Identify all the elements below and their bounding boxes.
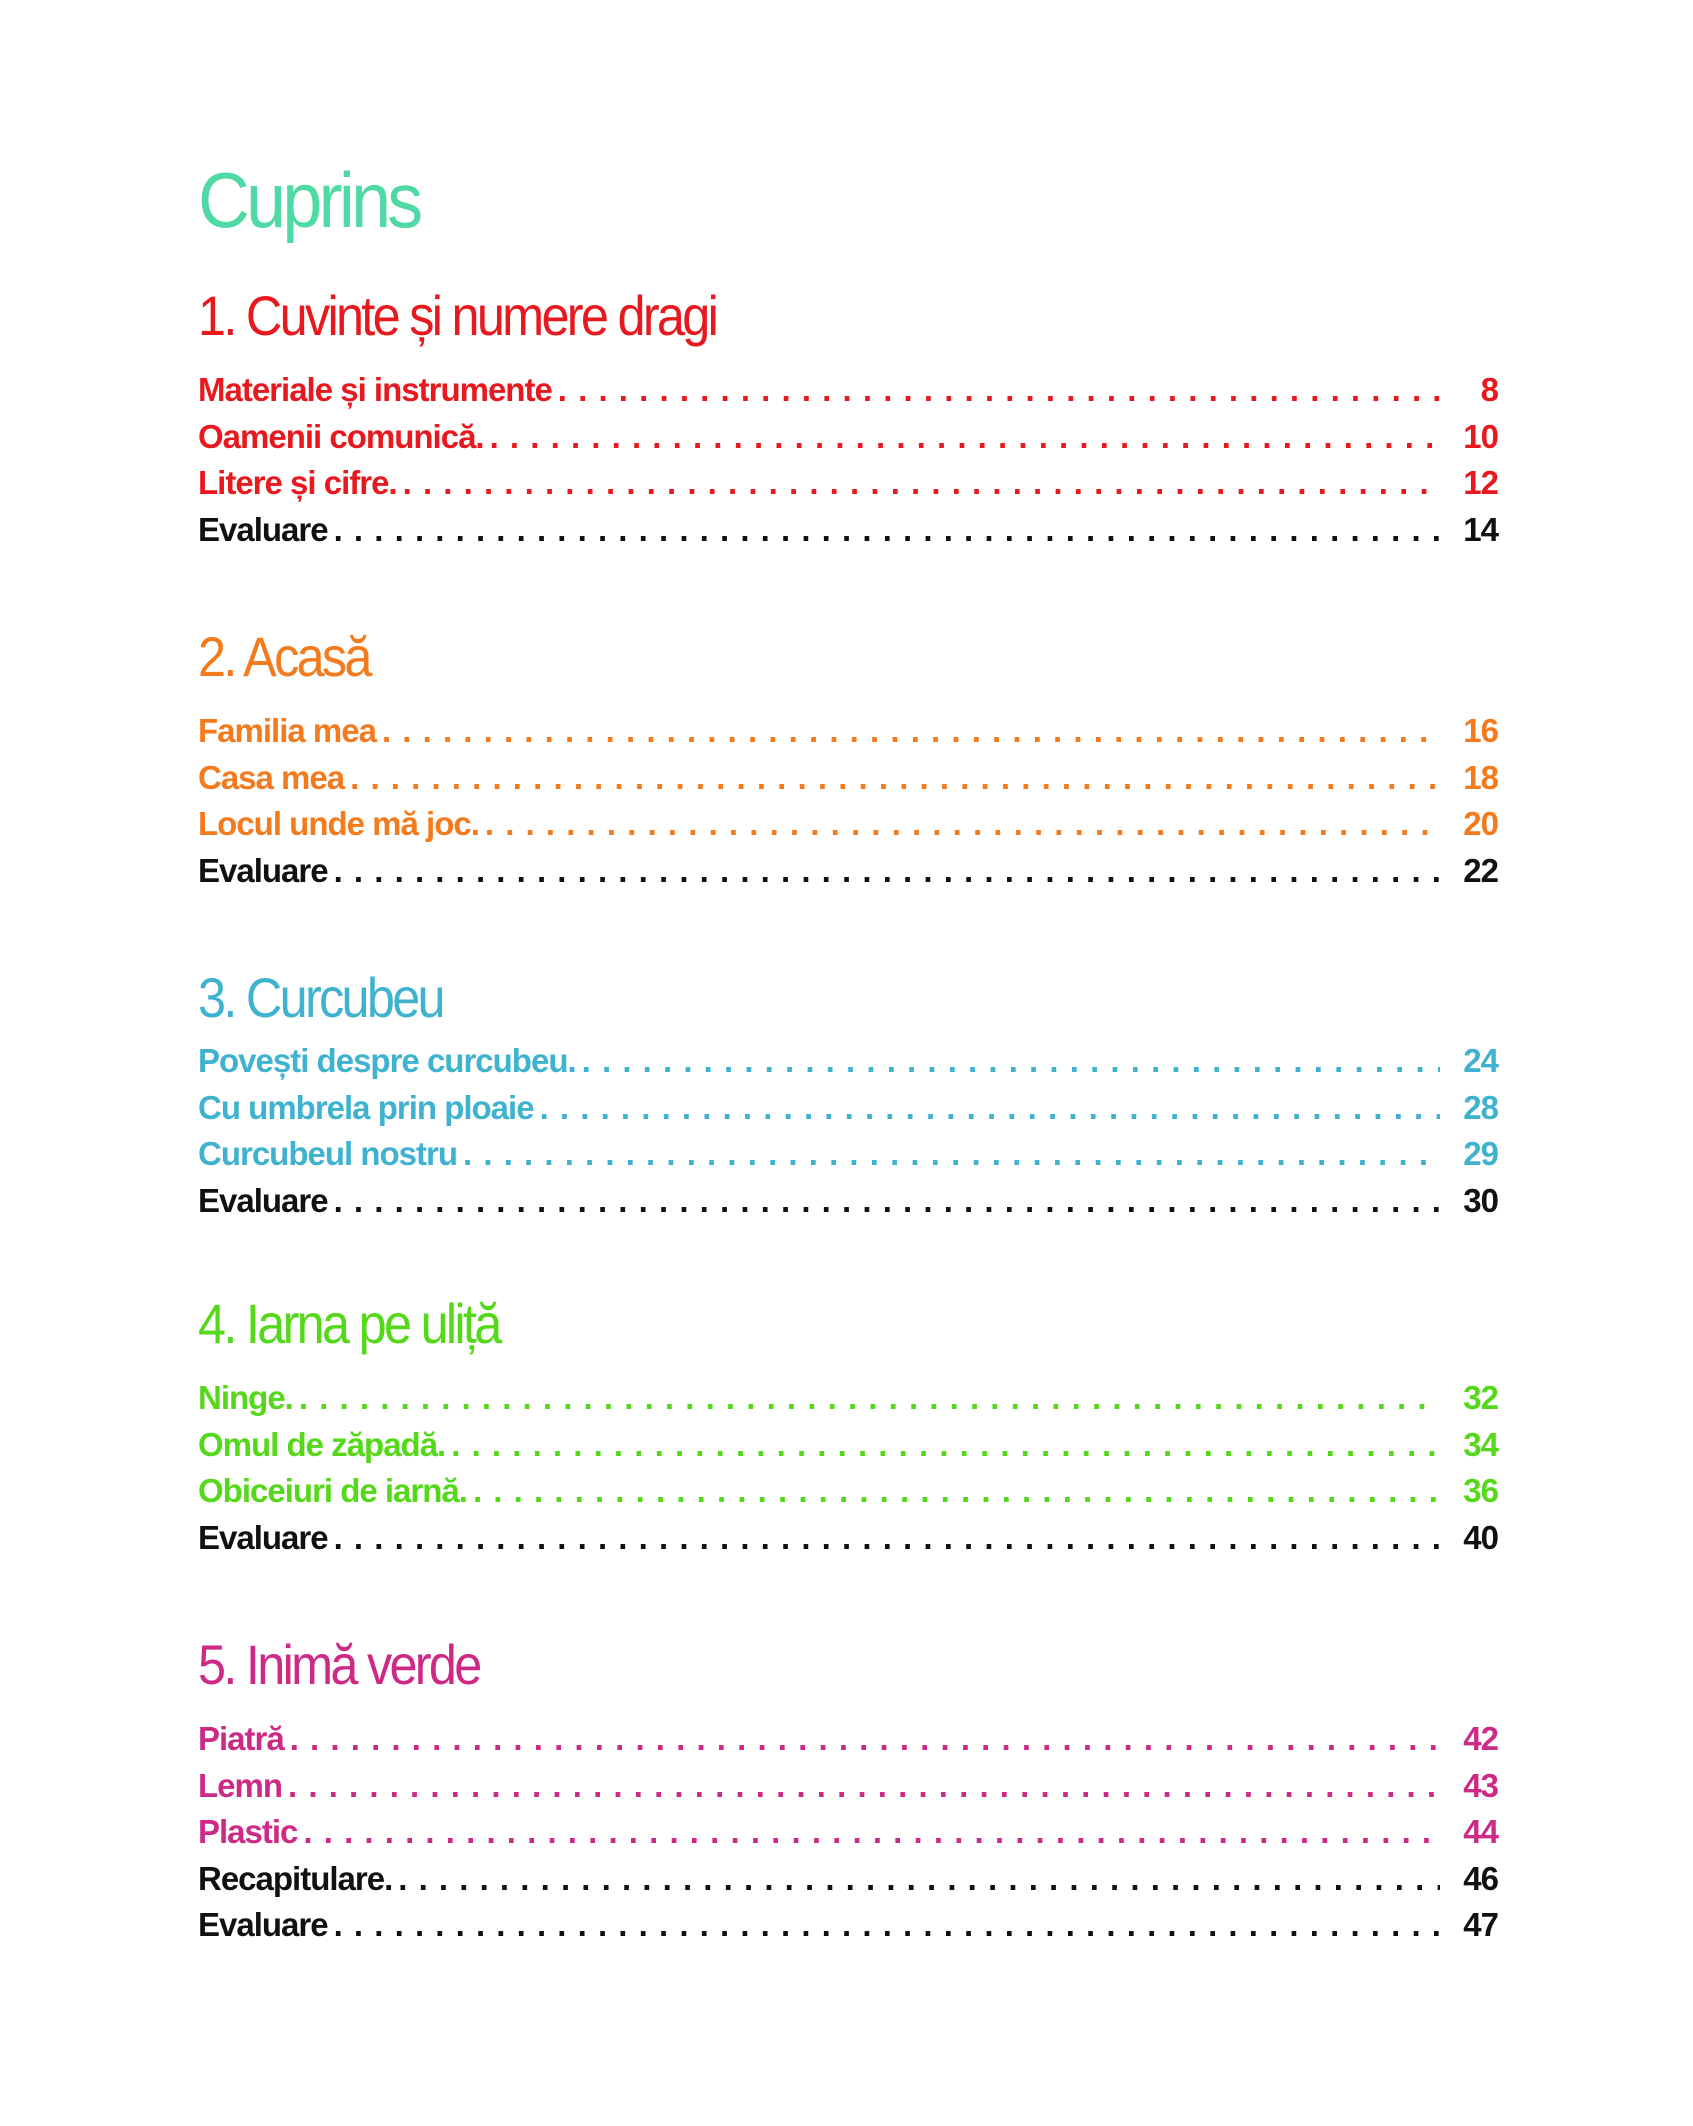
dot-leader (290, 1716, 1440, 1763)
dot-leader (334, 1178, 1440, 1225)
entry-label: Familia mea (198, 712, 376, 749)
toc-entry-evaluation[interactable] (198, 507, 1498, 554)
entry-page-number: 29 (1463, 1135, 1498, 1172)
toc-entry[interactable] (198, 414, 1498, 461)
dot-leader (403, 460, 1440, 507)
entry-page-number: 46 (1463, 1859, 1498, 1897)
entry-page-number: 22 (1463, 851, 1498, 889)
entry-list (198, 708, 1498, 894)
dot-leader (382, 708, 1440, 755)
toc-entry[interactable] (198, 367, 1498, 414)
toc-entry[interactable] (198, 1422, 1498, 1469)
entry-label: Omul de zăpadă. (198, 1425, 446, 1463)
entry-label: Evaluare (198, 1181, 328, 1219)
entry-label: Evaluare (198, 1906, 328, 1943)
toc-entry-evaluation[interactable] (198, 1902, 1498, 1949)
dot-leader (334, 1515, 1440, 1562)
entry-label: Ninge. (198, 1379, 293, 1416)
entry-list (198, 1716, 1498, 1949)
entry-label: Obiceiuri de iarnă. (198, 1472, 467, 1509)
toc-entry[interactable] (198, 1763, 1498, 1810)
dot-leader (540, 1085, 1440, 1132)
toc-entry-evaluation[interactable] (198, 848, 1498, 895)
entry-page-number: 36 (1463, 1472, 1498, 1509)
entry-label: Locul unde mă joc. (198, 805, 479, 842)
entry-page-number: 32 (1463, 1379, 1498, 1416)
entry-page-number: 28 (1463, 1088, 1498, 1126)
entry-label: Litere și cifre. (198, 464, 397, 501)
entry-label: Cu umbrela prin ploaie (198, 1088, 534, 1126)
entry-label: Lemn (198, 1766, 283, 1804)
entry-page-number: 24 (1463, 1042, 1498, 1079)
entry-label: Plastic (198, 1813, 298, 1850)
dot-leader (334, 848, 1440, 895)
entry-list (198, 367, 1498, 553)
toc-entry[interactable] (198, 1716, 1498, 1763)
entry-page-number: 12 (1463, 464, 1498, 501)
dot-leader (463, 1131, 1440, 1178)
section-2 (198, 617, 1498, 894)
entry-label: Oamenii comunică. (198, 417, 484, 455)
dot-leader (350, 755, 1440, 802)
toc-entry[interactable] (198, 1809, 1498, 1856)
entry-list (198, 1375, 1498, 1561)
dot-leader (473, 1468, 1440, 1515)
section-heading: 5. Inimă verde (198, 1633, 480, 1696)
dot-leader (582, 1038, 1440, 1085)
entry-page-number: 10 (1463, 417, 1498, 455)
section-heading: 2. Acasă (198, 625, 370, 688)
toc-entry-evaluation[interactable] (198, 1178, 1498, 1225)
section-1 (198, 276, 1498, 553)
section-4 (198, 1284, 1498, 1561)
page-title: Cuprins (198, 156, 420, 244)
toc-entry[interactable] (198, 1375, 1498, 1422)
toc-entry[interactable] (198, 708, 1498, 755)
entry-label: Povești despre curcubeu. (198, 1042, 576, 1079)
entry-page-number: 34 (1463, 1425, 1498, 1463)
entry-page-number: 18 (1463, 758, 1498, 796)
dot-leader (558, 367, 1440, 414)
dot-leader (398, 1856, 1440, 1903)
entry-page-number: 14 (1463, 510, 1498, 548)
section-5 (198, 1625, 1498, 1949)
dot-leader (490, 414, 1440, 461)
entry-page-number: 20 (1463, 805, 1498, 842)
entry-page-number: 47 (1463, 1906, 1498, 1943)
entry-label: Piatră (198, 1720, 284, 1757)
entry-label: Casa mea (198, 758, 345, 796)
entry-page-number: 40 (1463, 1518, 1498, 1556)
dot-leader (485, 801, 1440, 848)
table-of-contents (198, 150, 1498, 1943)
entry-page-number: 42 (1463, 1720, 1498, 1757)
entry-page-number: 43 (1463, 1766, 1498, 1804)
toc-entry[interactable] (198, 1085, 1498, 1132)
toc-entry-recap[interactable] (198, 1856, 1498, 1903)
toc-entry[interactable] (198, 801, 1498, 848)
toc-entry[interactable] (198, 1038, 1498, 1085)
dot-leader (334, 507, 1440, 554)
toc-entry[interactable] (198, 460, 1498, 507)
toc-entry-evaluation[interactable] (198, 1515, 1498, 1562)
entry-page-number: 44 (1463, 1813, 1498, 1850)
section-heading: 1. Cuvinte și numere dragi (198, 284, 717, 347)
dot-leader (303, 1809, 1440, 1856)
section-3 (198, 958, 1498, 1224)
entry-page-number: 30 (1463, 1181, 1498, 1219)
toc-entry[interactable] (198, 1131, 1498, 1178)
entry-page-number: 8 (1480, 371, 1498, 408)
toc-entry[interactable] (198, 1468, 1498, 1515)
dot-leader (288, 1763, 1440, 1810)
entry-label: Materiale și instrumente (198, 371, 552, 408)
section-heading: 4. Iarna pe uliță (198, 1292, 500, 1355)
entry-label: Evaluare (198, 851, 328, 889)
section-heading: 3. Curcubeu (198, 966, 443, 1029)
entry-label: Recapitulare. (198, 1859, 393, 1897)
dot-leader (451, 1422, 1440, 1469)
entry-page-number: 16 (1463, 712, 1498, 749)
entry-label: Curcubeul nostru (198, 1135, 458, 1172)
dot-leader (334, 1902, 1440, 1949)
dot-leader (299, 1375, 1440, 1422)
toc-entry[interactable] (198, 755, 1498, 802)
entry-label: Evaluare (198, 1518, 328, 1556)
entry-label: Evaluare (198, 510, 328, 548)
entry-list (198, 1038, 1498, 1224)
